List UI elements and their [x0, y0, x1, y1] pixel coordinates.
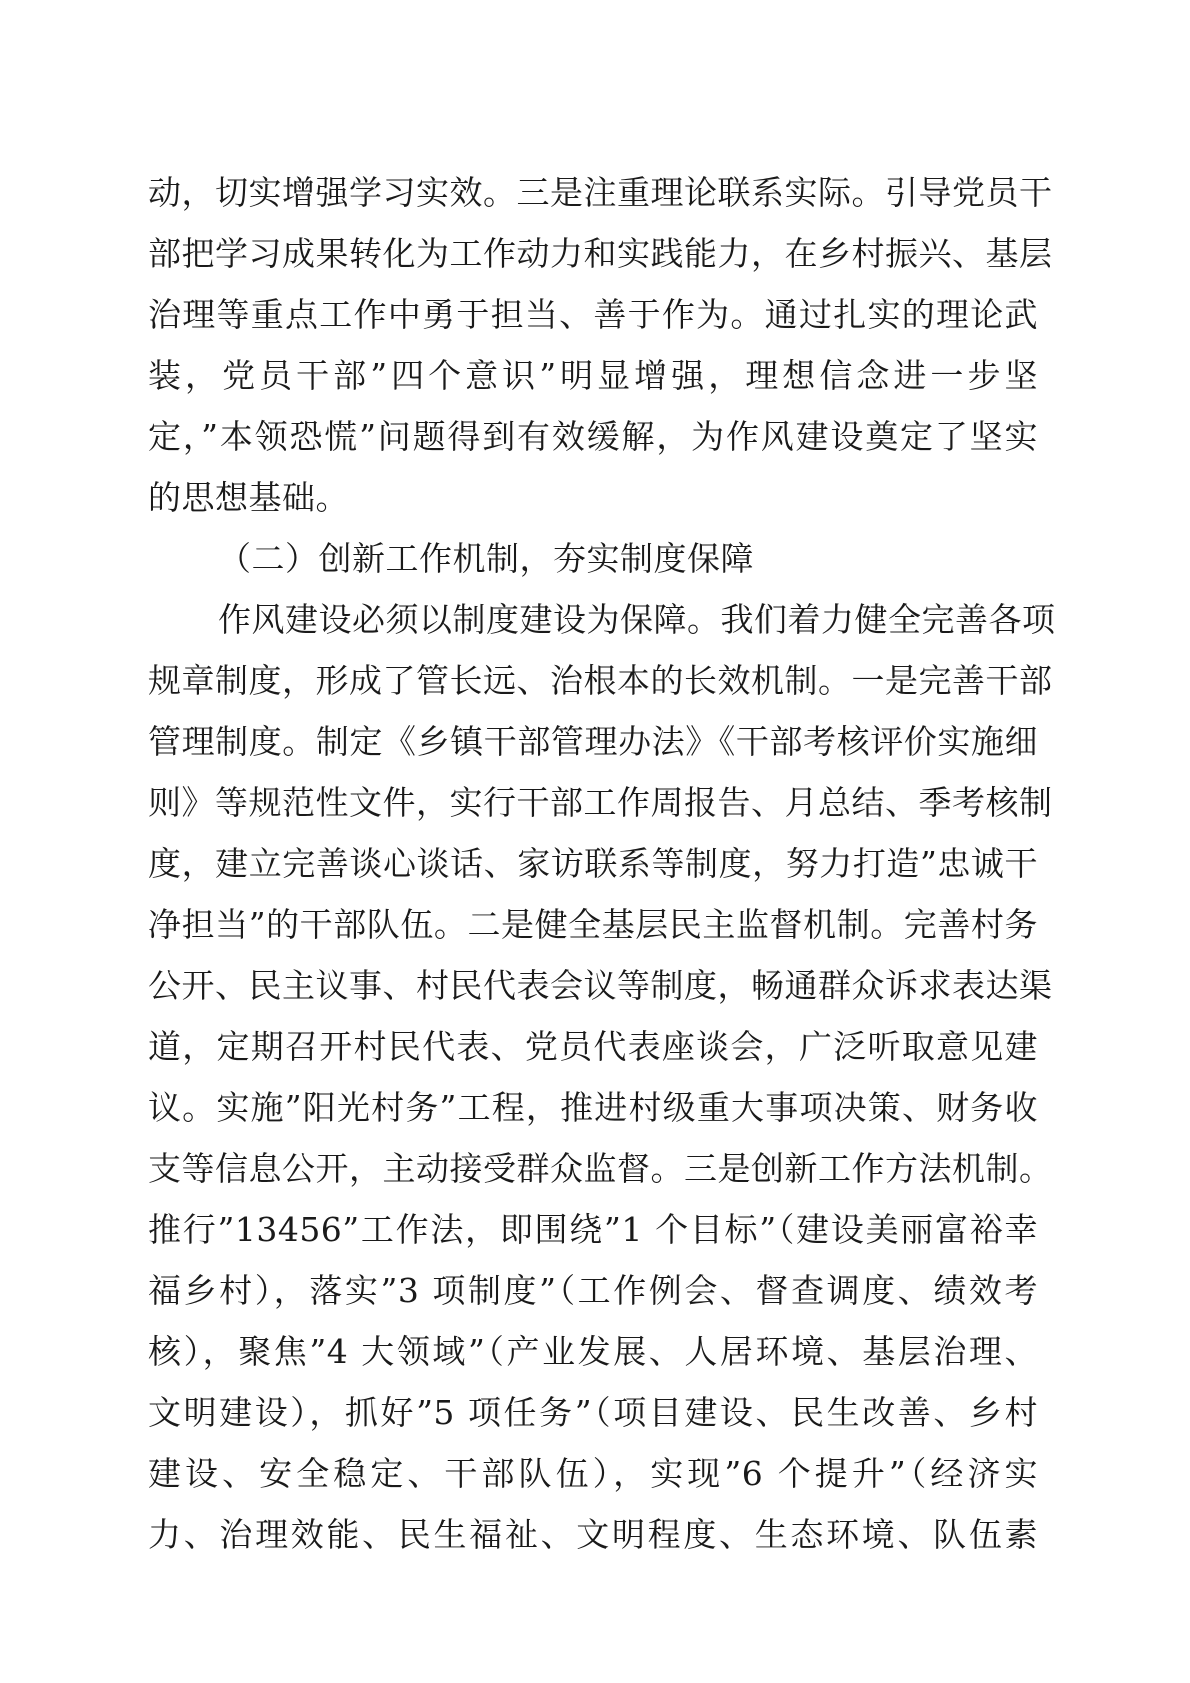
- text-line: 规章制度，形成了管长远、治根本的长效机制。一是完善干部: [148, 661, 1053, 700]
- text-line: 的思想基础。: [148, 478, 349, 517]
- text-line: 净担当”的干部队伍。二是健全基层民主监督机制。完善村务: [148, 905, 1038, 944]
- text-line: 定，”本领恐慌”问题得到有效缓解，为作风建设奠定了坚实: [148, 417, 1038, 456]
- text-line: 道，定期召开村民代表、党员代表座谈会，广泛听取意见建: [148, 1027, 1038, 1066]
- text-line: 装，党员干部”四个意识”明显增强，理想信念进一步坚: [148, 356, 1038, 395]
- text-line: 管理制度。制定《乡镇干部管理办法》《干部考核评价实施细: [148, 722, 1038, 761]
- text-line-indented: 作风建设必须以制度建设为保障。我们着力健全完善各项: [218, 600, 1056, 639]
- text-line: 度，建立完善谈心谈话、家访联系等制度，努力打造”忠诚干: [148, 844, 1038, 883]
- paragraph-1: [148, 162, 1053, 528]
- text-line: 力、治理效能、民生福祉、文明程度、生态环境、队伍素: [148, 1515, 1038, 1554]
- text-line: 核），聚焦”4 大领域”（产业发展、人居环境、基层治理、: [148, 1332, 1038, 1371]
- text-line: 建设、安全稳定、干部队伍），实现”6 个提升”（经济实: [148, 1454, 1038, 1493]
- paragraph-2: [148, 589, 1056, 1565]
- text-line: 推行”13456”工作法，即围绕”1 个目标”（建设美丽富裕幸: [148, 1210, 1038, 1249]
- text-line: 则》等规范性文件，实行干部工作周报告、月总结、季考核制: [148, 783, 1053, 822]
- text-line: 文明建设），抓好”5 项任务”（项目建设、民生改善、乡村: [148, 1393, 1038, 1432]
- text-line: 动，切实增强学习实效。三是注重理论联系实际。引导党员干: [148, 173, 1053, 212]
- text-line: 公开、民主议事、村民代表会议等制度，畅通群众诉求表达渠: [148, 966, 1053, 1005]
- section-heading: （二）创新工作机制，夯实制度保障: [218, 539, 754, 578]
- text-line: 福乡村），落实”3 项制度”（工作例会、督查调度、绩效考: [148, 1271, 1038, 1310]
- text-line: 部把学习成果转化为工作动力和实践能力，在乡村振兴、基层: [148, 234, 1053, 273]
- document-body: [148, 162, 1056, 1565]
- text-line: 议。实施”阳光村务”工程，推进村级重大事项决策、财务收: [148, 1088, 1038, 1127]
- text-line: 支等信息公开，主动接受群众监督。三是创新工作方法机制。: [148, 1149, 1053, 1188]
- text-line: 治理等重点工作中勇于担当、善于作为。通过扎实的理论武: [148, 295, 1038, 334]
